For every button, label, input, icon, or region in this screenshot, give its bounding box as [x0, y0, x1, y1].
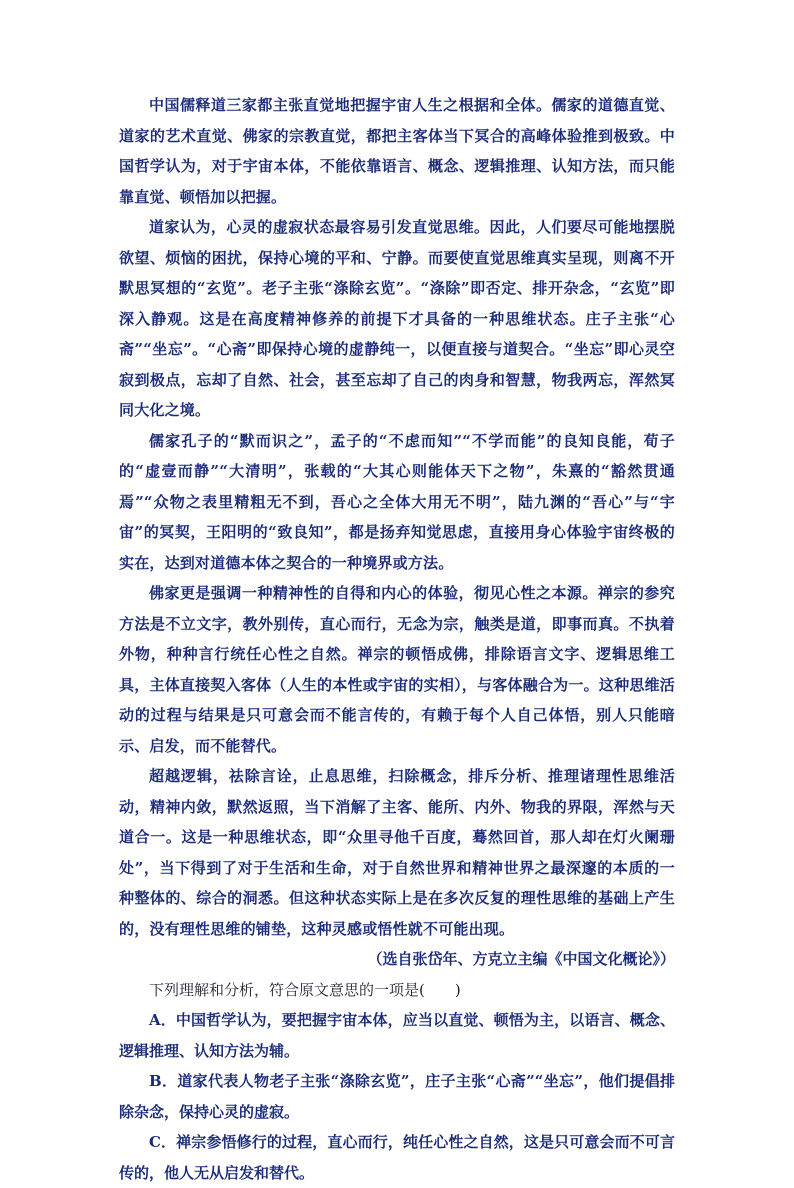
source-citation: （选自张岱年、方克立主编《中国文化概论》）: [367, 950, 675, 968]
document-body: [119, 90, 675, 1188]
paragraph-5: 超越逻辑，祛除言诠，止息思维，扫除概念，排斥分析、推理诸理性思维活动，精神内敛，默然返照，当下消解了主客、能所、内外、物我的界限，浑然与天道合一。这是一种思维状态，即“众里寻他千百度，蓦然回首，那人却在灯火阑珊处”，当下得到了对于生活和生命，对于自然世界和精神世界之最深邃的本质的一种整体的、综合的洞悉。但这种状态实际上是在多次反复的理性思维的基础上产生的，没有理性思维的铺垫，这种灵感或悟性就不可能出现。: [119, 767, 675, 938]
paragraph-4: 佛家更是强调一种精神性的自得和内心的体验，彻见心性之本源。禅宗的参究方法是不立文字，教外别传，直心而行，无念为宗，触类是道，即事而真。不执着外物，种种言行统任心性之自然。禅宗的顿悟成佛，排除语言文字、逻辑思维工具，主体直接契入客体（人生的本性或宇宙的实相），与客体融合为一。这种思维活动的过程与结果是只可意会而不能言传的，有赖于每个人自己体悟，别人只能暗示、启发，而不能替代。: [119, 584, 675, 755]
option-c: C．禅宗参悟修行的过程，直心而行，纯任心性之自然，这是只可意会而不可言传的，他人无从启发和替代。: [119, 1133, 675, 1182]
paragraph-1: 中国儒释道三家都主张直觉地把握宇宙人生之根据和全体。儒家的道德直觉、道家的艺术直觉、佛家的宗教直觉，都把主客体当下冥合的高峰体验推到极致。中国哲学认为，对于宇宙本体，不能依靠语言、概念、逻辑推理、认知方法，而只能靠直觉、顿悟加以把握。: [119, 96, 675, 206]
paragraph-3: 儒家孔子的“默而识之”，孟子的“不虑而知”“不学而能”的良知良能，荀子的“虚壹而静”“大清明”，张载的“大其心则能体天下之物”，朱熹的“豁然贯通焉”“众物之表里精粗无不到，吾心之全体大用无不明”，陆九渊的“吾心”与“宇宙”的冥契，王阳明的“致良知”，都是扬弃知觉思虑，直接用身心体验宇宙终极的实在，达到对道德本体之契合的一种境界或方法。: [119, 431, 675, 572]
paragraph-2: 道家认为，心灵的虚寂状态最容易引发直觉思维。因此，人们要尽可能地摆脱欲望、烦恼的困扰，保持心境的平和、宁静。而要使直觉思维真实呈现，则离不开默思冥想的“玄览”。老子主张“涤除玄览”。“涤除”即否定、排开杂念，“玄览”即深入静观。这是在高度精神修养的前提下才具备的一种思维状态。庄子主张“心斋”“坐忘”。“心斋”即保持心境的虚静纯一，以便直接与道契合。“坐忘”即心灵空寂到极点，忘却了自然、社会，甚至忘却了自己的肉身和智慧，物我两忘，浑然冥同大化之境。: [119, 218, 675, 419]
option-a: A．中国哲学认为，要把握宇宙本体，应当以直觉、顿悟为主，以语言、概念、逻辑推理、认知方法为辅。: [119, 1011, 675, 1060]
question-stem: 下列理解和分析，符合原文意思的一项是( ): [149, 980, 461, 999]
option-b: B．道家代表人物老子主张“涤除玄览”，庄子主张“心斋”“坐忘”，他们提倡排除杂念，保持心灵的虚寂。: [119, 1072, 675, 1121]
